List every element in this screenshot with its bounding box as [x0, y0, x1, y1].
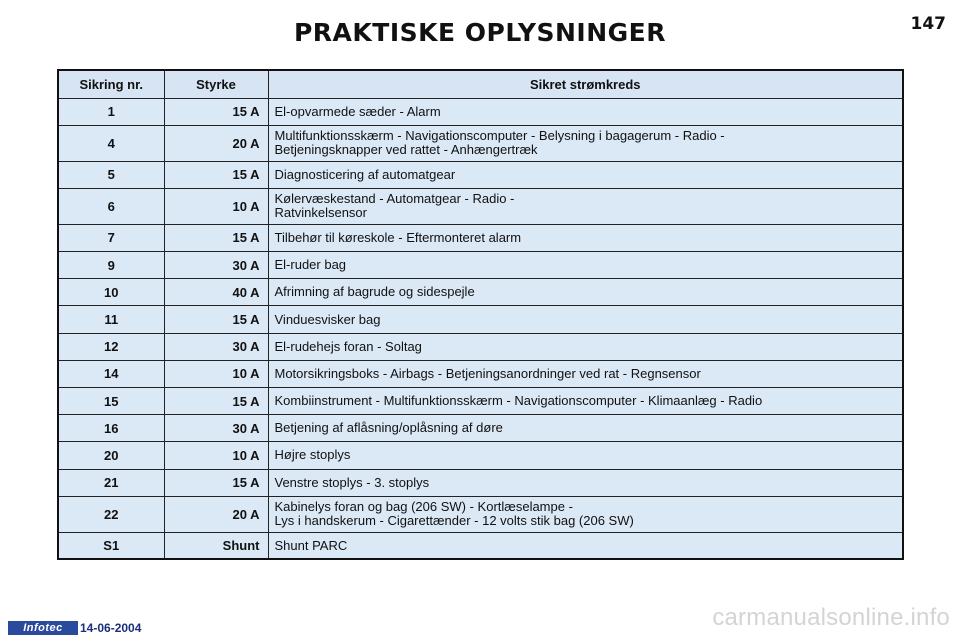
fuse-number-cell: 4: [58, 125, 164, 161]
rating-cell: 10 A: [164, 188, 268, 224]
fuse-number-cell: 5: [58, 161, 164, 188]
table-row: [58, 388, 903, 415]
fuse-number-cell: 11: [58, 306, 164, 333]
fuse-number-cell: 9: [58, 252, 164, 279]
rating-cell: 15 A: [164, 388, 268, 415]
fuse-number-cell: 10: [58, 279, 164, 306]
circuit-cell: [268, 496, 903, 532]
table-row: [58, 360, 903, 387]
rating-cell: 20 A: [164, 125, 268, 161]
rating-cell: 15 A: [164, 224, 268, 251]
circuit-line: Afrimning af bagrude og sidespejle: [274, 284, 475, 300]
circuit-cell: [268, 188, 903, 224]
fuse-number-cell: 12: [58, 333, 164, 360]
table-header-row: [58, 70, 903, 98]
circuit-cell: [268, 333, 903, 360]
table-row: [58, 161, 903, 188]
fuse-number-cell: 16: [58, 415, 164, 442]
circuit-line: El-rudehejs foran - Soltag: [274, 338, 422, 354]
table-row: [58, 98, 903, 125]
circuit-cell: [268, 469, 903, 496]
fuse-number-cell: 20: [58, 442, 164, 469]
header-fuse-number: Sikring nr.: [58, 70, 164, 98]
circuit-line: Betjeningsknapper ved rattet - Anhængertræk: [274, 142, 538, 158]
circuit-cell: [268, 360, 903, 387]
table-row: [58, 125, 903, 161]
fuse-number-cell: 22: [58, 496, 164, 532]
circuit-cell: [268, 98, 903, 125]
table-row: [58, 252, 903, 279]
circuit-line: El-ruder bag: [274, 257, 347, 273]
table-body: [58, 98, 903, 559]
table-row: [58, 306, 903, 333]
circuit-line: Venstre stoplys - 3. stoplys: [274, 474, 430, 490]
circuit-line: Motorsikringsboks - Airbags - Betjeningsanordninger ved rat - Regnsensor: [274, 365, 701, 381]
fuse-table: [57, 69, 904, 560]
footer-date: 14-06-2004: [80, 621, 142, 635]
fuse-number-cell: 6: [58, 188, 164, 224]
rating-cell: 15 A: [164, 306, 268, 333]
rating-cell: 40 A: [164, 279, 268, 306]
circuit-line: Betjening af aflåsning/oplåsning af døre: [274, 420, 503, 436]
table-row: [58, 469, 903, 496]
fuse-number-cell: 21: [58, 469, 164, 496]
circuit-line: Højre stoplys: [274, 447, 351, 463]
table-row: [58, 333, 903, 360]
rating-cell: 10 A: [164, 360, 268, 387]
circuit-line: Vinduesvisker bag: [274, 311, 381, 327]
rating-cell: 20 A: [164, 496, 268, 532]
table-row: [58, 442, 903, 469]
table-row: [58, 532, 903, 559]
fuse-number-cell: 14: [58, 360, 164, 387]
circuit-line: Lys i handskerum - Cigarettænder - 12 volts stik bag (206 SW): [274, 513, 634, 529]
circuit-cell: [268, 532, 903, 559]
circuit-cell: [268, 161, 903, 188]
page-number: 147: [910, 14, 946, 34]
fuse-number-cell: 1: [58, 98, 164, 125]
infotec-logo: Infotec: [8, 621, 78, 635]
circuit-line: Diagnosticering af automatgear: [274, 166, 456, 182]
rating-cell: 10 A: [164, 442, 268, 469]
circuit-cell: [268, 125, 903, 161]
table-row: [58, 279, 903, 306]
fuse-number-cell: 15: [58, 388, 164, 415]
circuit-cell: [268, 279, 903, 306]
fuse-number-cell: 7: [58, 224, 164, 251]
watermark: carmanualsonline.info: [712, 604, 950, 631]
header-rating: Styrke: [164, 70, 268, 98]
circuit-cell: [268, 224, 903, 251]
header-circuit: Sikret strømkreds: [268, 70, 903, 98]
circuit-cell: [268, 306, 903, 333]
rating-cell: 30 A: [164, 333, 268, 360]
page-title: PRAKTISKE OPLYSNINGER: [293, 18, 667, 47]
circuit-cell: [268, 442, 903, 469]
rating-cell: 15 A: [164, 469, 268, 496]
rating-cell: 30 A: [164, 252, 268, 279]
circuit-line: Tilbehør til køreskole - Eftermonteret alarm: [274, 229, 522, 245]
table-row: [58, 415, 903, 442]
rating-cell: Shunt: [164, 532, 268, 559]
table-row: [58, 224, 903, 251]
table-row: [58, 496, 903, 532]
circuit-line: Kabinelys foran og bag (206 SW) - Kortlæselampe -: [274, 499, 573, 515]
circuit-line: Kombiinstrument - Multifunktionsskærm - Navigationscomputer - Klimaanlæg - Radio: [274, 393, 763, 409]
circuit-line: El-opvarmede sæder - Alarm: [274, 103, 441, 119]
circuit-cell: [268, 252, 903, 279]
table-row: [58, 188, 903, 224]
footer: [8, 620, 141, 636]
circuit-line: Shunt PARC: [274, 537, 348, 553]
rating-cell: 15 A: [164, 98, 268, 125]
fuse-number-cell: S1: [58, 532, 164, 559]
circuit-cell: [268, 388, 903, 415]
circuit-line: Ratvinkelsensor: [274, 205, 367, 221]
rating-cell: 30 A: [164, 415, 268, 442]
circuit-line: Kølervæskestand - Automatgear - Radio -: [274, 191, 515, 207]
rating-cell: 15 A: [164, 161, 268, 188]
circuit-line: Multifunktionsskærm - Navigationscomputer - Belysning i bagagerum - Radio -: [274, 128, 725, 144]
circuit-cell: [268, 415, 903, 442]
